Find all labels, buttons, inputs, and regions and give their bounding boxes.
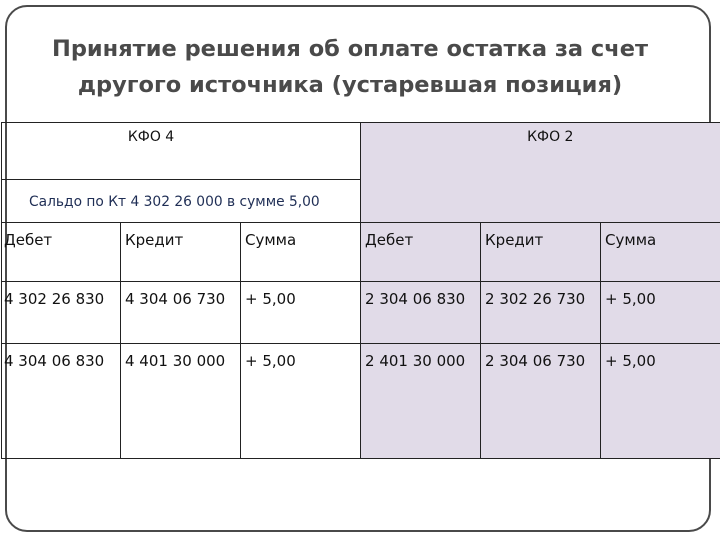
posting-table xyxy=(1,122,720,459)
column-header xyxy=(2,223,121,282)
cell-credit: 2 304 06 730 xyxy=(485,352,586,370)
table-cell xyxy=(601,282,720,344)
kfo2-header-cell xyxy=(361,123,720,223)
cell-sum: + 5,00 xyxy=(605,352,656,370)
saldo-text: Сальдо по Кт 4 302 26 000 в сумме 5,00 xyxy=(29,194,320,210)
column-header-credit-kfo2: Кредит xyxy=(485,231,544,249)
column-header-debit-kfo2: Дебет xyxy=(365,231,414,249)
slide-title-line-2: другого источника (устаревшая позиция) xyxy=(77,72,623,98)
cell-debit: 2 401 30 000 xyxy=(365,352,466,370)
table-cell xyxy=(121,344,241,459)
column-header-credit-kfo4: Кредит xyxy=(125,231,184,249)
table-cell xyxy=(121,282,241,344)
table-row xyxy=(2,344,720,459)
cell-sum: + 5,00 xyxy=(245,352,296,370)
table-cell xyxy=(481,282,601,344)
kfo4-label: КФО 4 xyxy=(127,129,175,145)
slide-title-line-1: Принятие решения об оплате остатка за счет xyxy=(51,36,649,62)
cell-credit: 4 401 30 000 xyxy=(125,352,226,370)
column-header xyxy=(361,223,481,282)
table-cell xyxy=(601,344,720,459)
kfo4-header-cell xyxy=(2,123,361,180)
table-cell xyxy=(481,344,601,459)
table-cell xyxy=(361,282,481,344)
table-cell xyxy=(361,344,481,459)
column-header xyxy=(121,223,241,282)
column-header-sum-kfo4: Сумма xyxy=(245,231,297,249)
table-cell xyxy=(2,282,121,344)
column-header-row xyxy=(2,223,720,282)
column-header xyxy=(601,223,720,282)
cell-sum: + 5,00 xyxy=(245,290,296,308)
column-header xyxy=(481,223,601,282)
cell-credit: 4 304 06 730 xyxy=(125,290,226,308)
cell-credit: 2 302 26 730 xyxy=(485,290,586,308)
kfo2-label: КФО 2 xyxy=(527,129,574,145)
slide-title xyxy=(0,31,700,103)
column-header-debit-kfo4: Дебет xyxy=(4,231,53,249)
table-row xyxy=(2,282,720,344)
table-cell xyxy=(241,282,361,344)
cell-sum: + 5,00 xyxy=(605,290,656,308)
column-header xyxy=(241,223,361,282)
table-cell xyxy=(2,344,121,459)
saldo-cell xyxy=(2,180,361,223)
cell-debit: 4 302 26 830 xyxy=(4,290,105,308)
column-header-sum-kfo2: Сумма xyxy=(605,231,657,249)
cell-debit: 2 304 06 830 xyxy=(365,290,466,308)
cell-debit: 4 304 06 830 xyxy=(4,352,105,370)
table-cell xyxy=(241,344,361,459)
group-header-row xyxy=(2,123,720,180)
